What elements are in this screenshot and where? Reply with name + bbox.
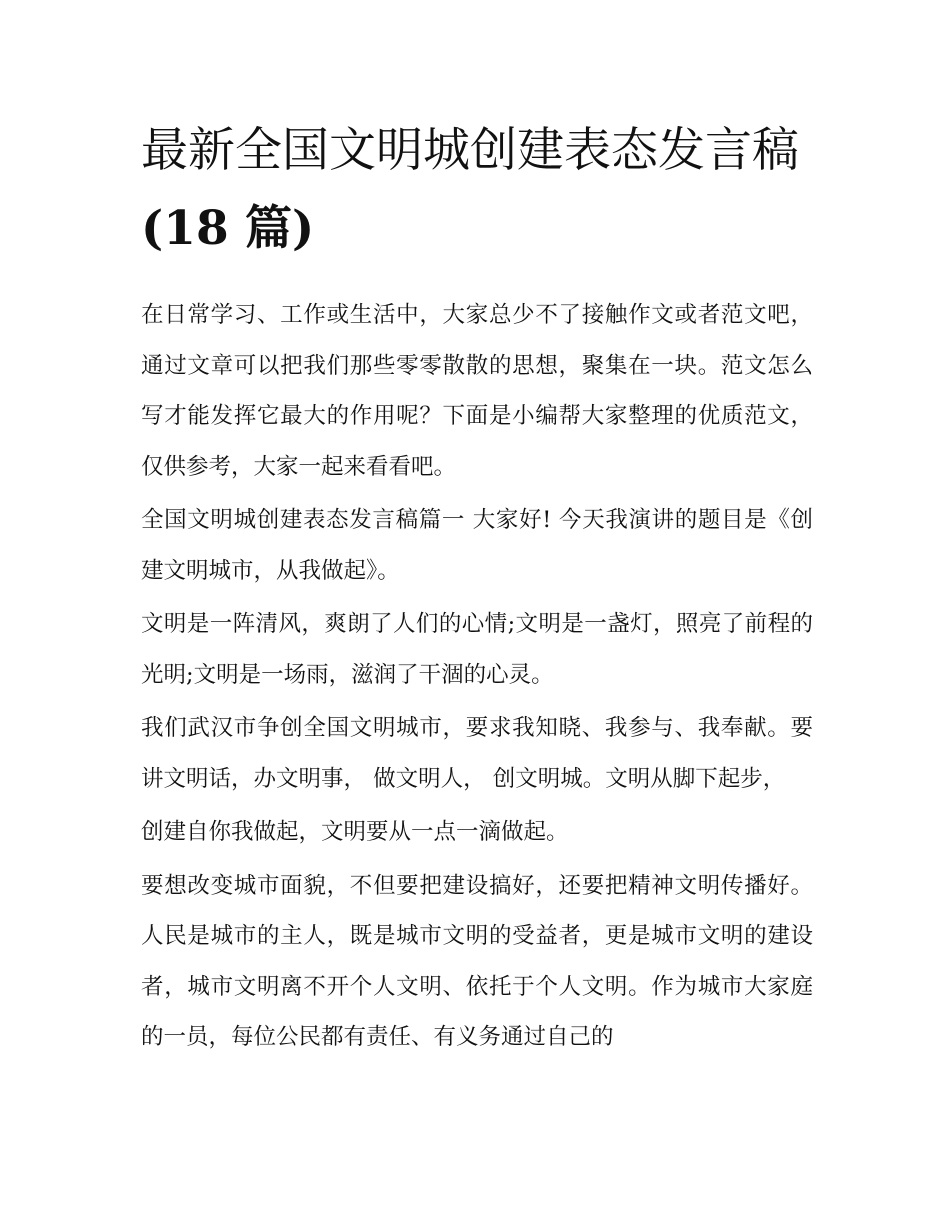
body-paragraph-city-appearance: 要想改变城市面貌，不但要把建设搞好，还要把精神文明传播好。人民是城市的主人，既是城市文明的受益者，更是城市文明的建设者，城市文明离不开个人文明、依托于个人文明。作为城市大家庭的一员，每位公民都有责任、有义务通过自己的 bbox=[141, 872, 813, 1050]
body-paragraph-civility-metaphor: 文明是一阵清风，爽朗了人们的心情;文明是一盏灯，照亮了前程的光明;文明是一场雨，滋润了干涸的心灵。 bbox=[141, 611, 813, 688]
document-title bbox=[141, 112, 813, 268]
title-main-text: 最新全国文明城创建表态发言稿 bbox=[141, 123, 799, 178]
body-paragraph-intro: 在日常学习、工作或生活中，大家总少不了接触作文或者范文吧，通过文章可以把我们那些零零散散的思想，聚集在一块。范文怎么写才能发挥它最大的作用呢？下面是小编帮大家整理的优质范文，仅供参考，大家一起来看看吧。 bbox=[141, 302, 813, 480]
document-page bbox=[141, 112, 813, 1066]
body-paragraph-start-from-me: 创建自你我做起，文明要从一点一滴做起。 bbox=[141, 819, 569, 845]
title-suffix-text: (18 篇) bbox=[141, 201, 315, 256]
body-paragraph-greeting: 全国文明城创建表态发言稿篇一 大家好! 今天我演讲的题目是《创建文明城市，从我做起》。 bbox=[141, 507, 813, 584]
body-paragraph-wuhan: 我们武汉市争创全国文明城市，要求我知晓、我参与、我奉献。要讲文明话，办文明事， 做文明人， 创文明城。文明从脚下起步， bbox=[141, 715, 813, 792]
